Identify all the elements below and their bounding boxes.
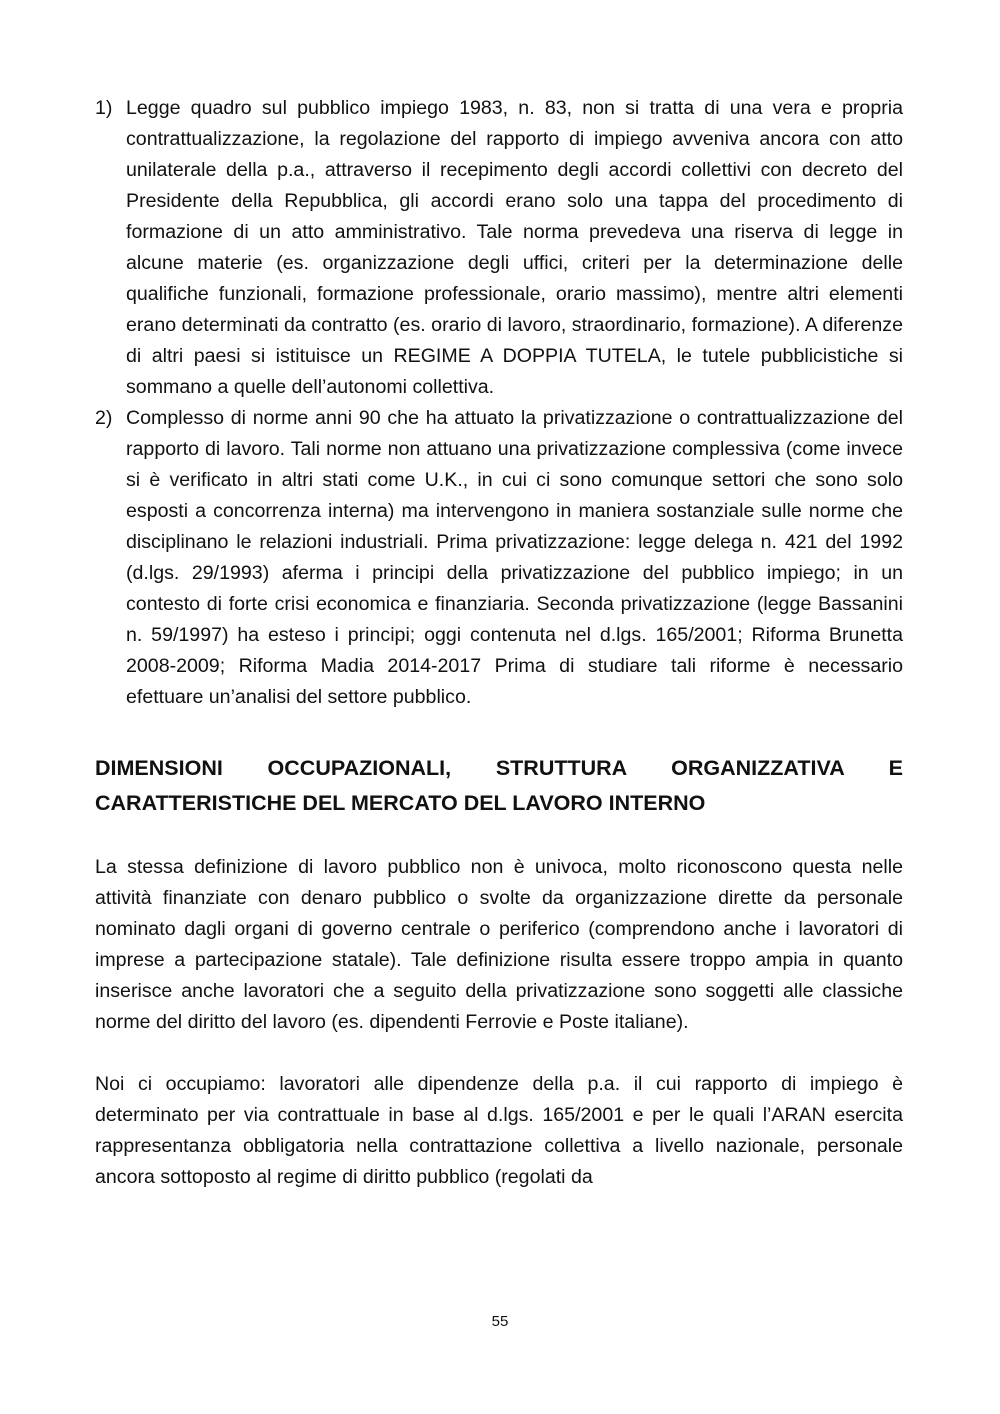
section-heading: DIMENSIONI OCCUPAZIONALI, STRUTTURA ORGANIZZATIVA E CARATTERISTICHE DEL MERCATO DEL LAVORO INTERNO	[95, 756, 903, 815]
body-paragraph: La stessa definizione di lavoro pubblico non è univoca, molto riconoscono questa nelle attività finanziate con denaro pubblico o svolte da organizzazione dirette da personale nominato dagli organi di governo centrale o periferico (comprendono anche i lavoratori di imprese a partecipazione statale). Tale definizione risulta essere troppo ampia in quanto inserisce anche lavoratori che a seguito della privatizzazione sono soggetti alle classiche norme del diritto del lavoro (es. dipendenti Ferrovie e Poste italiane).	[95, 856, 903, 1033]
list-item	[95, 93, 903, 403]
body-paragraph: Noi ci occupiamo: lavoratori alle dipendenze della p.a. il cui rapporto di impiego è determinato per via contrattuale in base al d.lgs. 165/2001 e per le quali l’ARAN esercita rappresentanza obbligatoria nella contrattazione collettiva a livello nazionale, personale ancora sottoposto al regime di diritto pubblico (regolati da	[95, 1073, 903, 1188]
list-number: 2)	[95, 407, 113, 429]
list-item	[95, 403, 903, 713]
list-item-text: Legge quadro sul pubblico impiego 1983, n. 83, non si tratta di una vera e propria contrattualizzazione, la regolazione del rapporto di impiego avveniva ancora con atto unilaterale della p.a., attraverso il recepimento degli accordi collettivi con decreto del Presidente della Repubblica, gli accordi erano solo una tappa del procedimento di formazione di un atto amministrativo. Tale norma prevedeva una riserva di legge in alcune materie (es. organizzazione degli uffici, criteri per la determinazione delle qualifiche funzionali, formazione professionale, orario massimo), mentre altri elementi erano determinati da contratto (es. orario di lavoro, straordinario, formazione). A diferenze di altri paesi si istituisce un REGIME A DOPPIA TUTELA, le tutele pubblicistiche si sommano a quelle dell’autonomi collettiva.	[126, 97, 903, 398]
list-item-text: Complesso di norme anni 90 che ha attuato la privatizzazione o contrattualizzazione del rapporto di lavoro. Tali norme non attuano una privatizzazione complessiva (come invece si è verificato in altri stati come U.K., in cui ci sono comunque settori che sono solo esposti a concorrenza interna) ma intervengono in maniera sostanziale sulle norme che disciplinano le relazioni industriali. Prima privatizzazione: legge delega n. 421 del 1992 (d.lgs. 29/1993) aferma i principi della privatizzazione del pubblico impiego; in un contesto di forte crisi economica e finanziaria. Seconda privatizzazione (legge Bassanini n. 59/1997) ha esteso i principi; oggi contenuta nel d.lgs. 165/2001; Riforma Brunetta 2008-2009; Riforma Madia 2014-2017 Prima di studiare tali riforme è necessario efettuare un’analisi del settore pubblico.	[126, 407, 903, 708]
document-page	[95, 93, 903, 1193]
page-number: 55	[491, 1313, 509, 1330]
list-number: 1)	[95, 97, 113, 119]
numbered-list	[95, 93, 903, 713]
